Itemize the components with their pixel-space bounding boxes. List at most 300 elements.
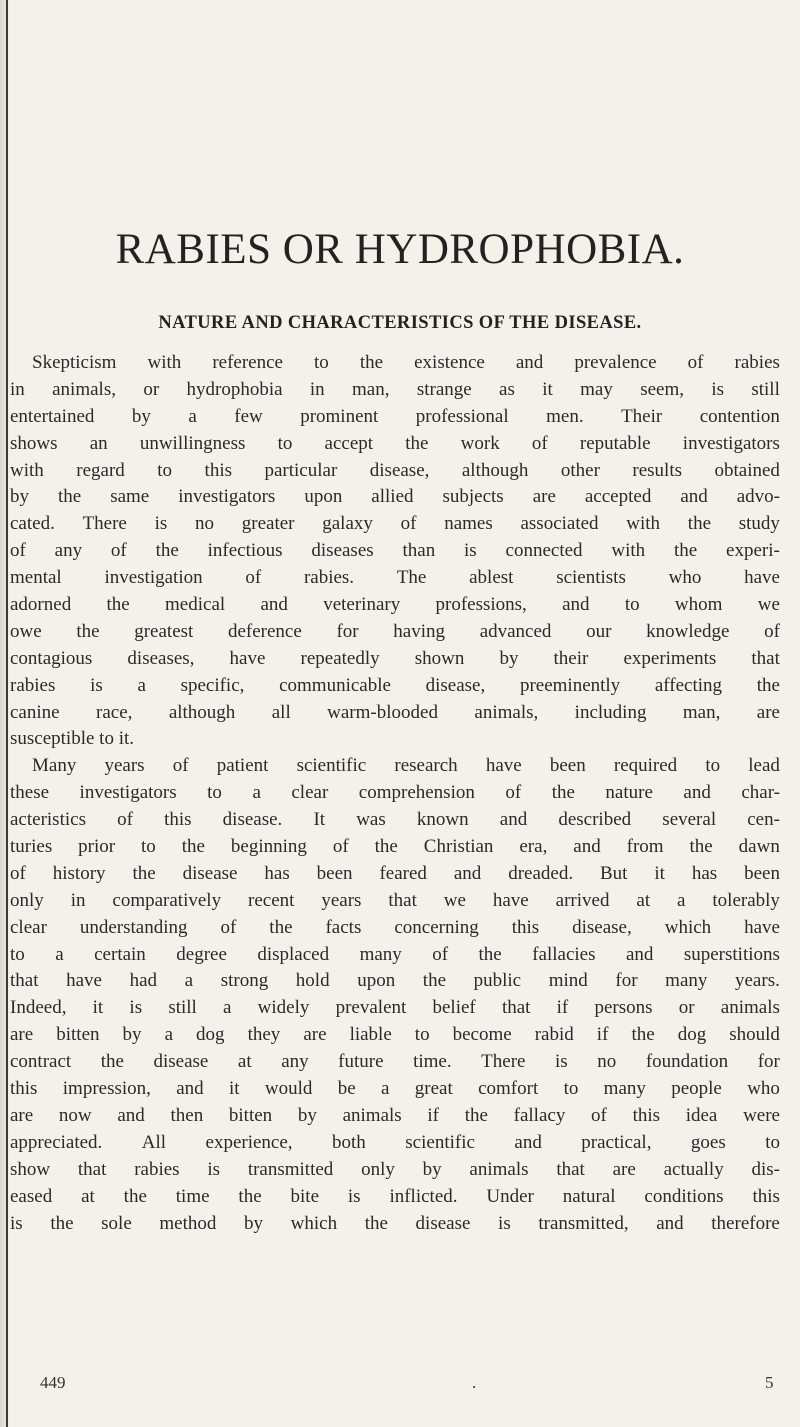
word: for [336, 620, 359, 642]
word: deference [227, 620, 302, 642]
word: widely [257, 997, 310, 1019]
word: is [129, 997, 143, 1019]
text-line [10, 780, 780, 807]
word: to [207, 782, 222, 804]
word: investigators [682, 432, 780, 454]
word: including [574, 701, 647, 723]
word: associated [520, 513, 599, 535]
word: actually [663, 1158, 724, 1180]
word: and [499, 809, 528, 831]
word: men. [546, 405, 584, 427]
word: that [501, 997, 531, 1019]
word: and [683, 782, 711, 804]
word: advo- [736, 486, 780, 508]
word: experi- [726, 540, 780, 562]
word: that [556, 1158, 585, 1180]
page-number: 449 [40, 1373, 66, 1392]
word: from [626, 836, 664, 858]
text-line [10, 861, 780, 888]
word: that [751, 647, 780, 669]
word: only [361, 1158, 395, 1180]
word: are [532, 486, 556, 508]
word: are [10, 1104, 34, 1126]
word: have [229, 647, 266, 669]
word: this [164, 809, 192, 831]
word: the [359, 352, 384, 373]
word: it [229, 1078, 240, 1100]
word: been [744, 862, 780, 884]
word: reference [212, 352, 283, 373]
word: communicable [279, 674, 391, 696]
word: comprehension [358, 782, 475, 804]
word: have [66, 970, 102, 992]
text-line [10, 1076, 780, 1103]
word: their [553, 647, 589, 669]
word: still [168, 997, 197, 1019]
word: clear [10, 916, 47, 938]
text-line [10, 646, 780, 673]
word: dog [196, 1024, 225, 1046]
word: they [247, 1024, 281, 1046]
word: this [511, 916, 540, 938]
word: to [705, 755, 721, 777]
word: it [542, 378, 553, 400]
text-line [10, 431, 780, 458]
word: are [10, 1024, 34, 1046]
word: become [452, 1024, 512, 1046]
word: results [632, 459, 682, 481]
word: would [264, 1078, 313, 1100]
word: diseases [311, 540, 374, 562]
binding-edge-line [6, 0, 8, 1427]
word: by [131, 405, 151, 427]
word: are [612, 1158, 636, 1180]
word: mental [10, 567, 62, 589]
word: the [464, 1104, 488, 1126]
word: shown [414, 647, 465, 669]
word: allied [371, 486, 414, 508]
word: these [10, 782, 50, 804]
word: of [687, 352, 704, 373]
text-line [10, 1103, 780, 1130]
word: in [10, 378, 25, 400]
text-line [10, 673, 780, 700]
text-line [10, 1130, 780, 1157]
word: transmitted, [538, 1212, 629, 1234]
word: if [427, 1104, 440, 1126]
word: been [316, 862, 353, 884]
word: shows [10, 432, 58, 454]
word: reputable [579, 432, 651, 454]
word: prominent [300, 405, 379, 427]
word: prevalence [574, 352, 657, 373]
word: which [290, 1212, 338, 1234]
word: seem, [640, 378, 684, 400]
word: and [117, 1104, 145, 1126]
word: having [393, 620, 446, 642]
word: show [10, 1158, 51, 1180]
word: dawn [738, 836, 780, 858]
word: to [277, 432, 293, 454]
word: disease [182, 862, 238, 884]
word: eased [10, 1185, 53, 1207]
text-line [10, 404, 780, 431]
word: a [252, 782, 261, 804]
word: to [157, 459, 173, 481]
word: man, [352, 378, 390, 400]
word: the [123, 1185, 147, 1207]
word: the [106, 594, 130, 616]
word: which [664, 916, 712, 938]
word: of [172, 755, 189, 777]
word: rabies [734, 352, 780, 373]
word: advanced [479, 620, 552, 642]
text-line [10, 1049, 780, 1076]
word: patient [216, 755, 269, 777]
word: specific, [180, 674, 245, 696]
word: of [505, 782, 522, 804]
word: facts [325, 916, 362, 938]
text-line [10, 753, 780, 780]
word: who [747, 1078, 780, 1100]
word: the [50, 1212, 74, 1234]
word: are [756, 701, 780, 723]
word: fallacies [532, 943, 596, 965]
word: although [168, 701, 236, 723]
word: clear [291, 782, 329, 804]
word: the [132, 862, 156, 884]
word: for [615, 970, 638, 992]
word: now [58, 1104, 92, 1126]
text-line [10, 1022, 780, 1049]
word: to [10, 943, 25, 965]
word: for [757, 1051, 780, 1073]
word: same [110, 486, 150, 508]
word: should [729, 1024, 780, 1046]
word: transmitted [247, 1158, 334, 1180]
word: although [461, 459, 529, 481]
word: the [687, 513, 712, 535]
word: we [443, 889, 466, 911]
word: displaced [257, 943, 330, 965]
word: required [613, 755, 678, 777]
word: turies [10, 836, 53, 858]
word: are [303, 1024, 327, 1046]
word: fallacy [513, 1104, 566, 1126]
word: of [245, 567, 262, 589]
word: in [70, 889, 86, 911]
word: rabid [534, 1024, 574, 1046]
word: both [332, 1131, 366, 1153]
word: investigation [104, 567, 203, 589]
word: persons [594, 997, 653, 1019]
word: a [677, 889, 686, 911]
signature-mark: . [472, 1373, 477, 1392]
word: of [332, 836, 349, 858]
word: have [744, 916, 780, 938]
word: this [10, 1078, 38, 1100]
word: we [757, 594, 780, 616]
word: to [563, 1078, 579, 1100]
word: liable [349, 1024, 392, 1046]
word: is [10, 1212, 23, 1234]
word: regard [76, 459, 125, 481]
word: strong [220, 970, 269, 992]
text-line [10, 915, 780, 942]
word: the [422, 970, 447, 992]
word: beginning [230, 836, 307, 858]
word: hold [295, 970, 330, 992]
word: by [122, 1024, 142, 1046]
word: contention [699, 405, 780, 427]
word: bite [290, 1185, 320, 1207]
word: warm-blooded [327, 701, 438, 723]
word: then [170, 1104, 204, 1126]
word: entertained [10, 405, 95, 427]
word: impression, [62, 1078, 151, 1100]
word: ablest [469, 567, 514, 589]
word: scientific [296, 755, 367, 777]
word: race, [96, 701, 133, 723]
text-line [10, 995, 780, 1022]
word: existence [414, 352, 485, 373]
body-text [10, 350, 780, 1237]
word: goes [690, 1131, 726, 1153]
word: years [104, 755, 145, 777]
word: to [765, 1131, 780, 1153]
word: preeminently [519, 674, 621, 696]
word: and [515, 352, 544, 373]
word: and [656, 1212, 684, 1234]
word: is [207, 1158, 221, 1180]
word: no [195, 513, 215, 535]
word: other [560, 459, 600, 481]
text-line [10, 1157, 780, 1184]
word: several [662, 809, 717, 831]
text-line [10, 834, 780, 861]
word: char- [741, 782, 780, 804]
word: The [396, 567, 427, 589]
word: the [100, 1051, 124, 1073]
word: time [175, 1185, 210, 1207]
word: disease [415, 1212, 471, 1234]
word: method [159, 1212, 217, 1234]
word: or [678, 997, 695, 1019]
page-title: RABIES OR HYDROPHOBIA. [115, 226, 685, 273]
word: who [668, 567, 702, 589]
text-line [10, 1184, 780, 1211]
word: is [347, 1185, 361, 1207]
word: greater [241, 513, 295, 535]
word: diseases, [127, 647, 195, 669]
word: and [260, 594, 288, 616]
word: nature [605, 782, 653, 804]
word: rabies [10, 674, 56, 696]
word: an [89, 432, 108, 454]
word: rabies [134, 1158, 180, 1180]
word: been [549, 755, 586, 777]
word: natural [562, 1185, 616, 1207]
word: repeatedly [300, 647, 380, 669]
word: future [338, 1051, 384, 1073]
word: knowledge [646, 620, 730, 642]
word: time. [413, 1051, 452, 1073]
word: therefore [711, 1212, 780, 1234]
word: was [356, 809, 386, 831]
word: names [444, 513, 493, 535]
text-line [10, 484, 780, 511]
text-line [10, 968, 780, 995]
word: lead [748, 755, 780, 777]
word: era, [519, 836, 548, 858]
word: a [164, 1024, 174, 1046]
word: many [603, 1078, 646, 1100]
word: work [460, 432, 500, 454]
word: belief [432, 997, 476, 1019]
word: has [264, 862, 290, 884]
word: people [671, 1078, 722, 1100]
word: recent [248, 889, 295, 911]
word: by [422, 1158, 442, 1180]
word: by [499, 647, 519, 669]
word: at [237, 1051, 252, 1073]
word: affecting [654, 674, 723, 696]
word: had [129, 970, 158, 992]
word: many [665, 970, 708, 992]
word: a [381, 1078, 390, 1100]
word: at [81, 1185, 95, 1207]
text-line [10, 377, 780, 404]
word: still [751, 378, 780, 400]
word: upon [304, 486, 343, 508]
word: disease [153, 1051, 209, 1073]
word: described [558, 809, 632, 831]
word: Under [486, 1185, 534, 1207]
word: understanding [79, 916, 188, 938]
word: certain [94, 943, 146, 965]
word: disease, [572, 916, 632, 938]
word: acteristics [10, 809, 86, 831]
word: superstitions [683, 943, 780, 965]
word: is [464, 540, 477, 562]
word: a [223, 997, 232, 1019]
word: a [184, 970, 194, 992]
word: known [416, 809, 469, 831]
word: is [711, 378, 725, 400]
word: few [234, 405, 263, 427]
word: degree [176, 943, 227, 965]
word: animals, [52, 378, 116, 400]
word: it [654, 862, 665, 884]
word: a [188, 405, 197, 427]
word: with [611, 540, 646, 562]
word: to [314, 352, 329, 373]
word: only [10, 889, 44, 911]
word: have [492, 889, 529, 911]
word: owe [10, 620, 42, 642]
word: of [764, 620, 780, 642]
word: Many [32, 755, 77, 777]
word: animals [469, 1158, 529, 1180]
word: investigators [178, 486, 276, 508]
word: prior [78, 836, 116, 858]
word: the [478, 943, 502, 965]
word: the [269, 916, 293, 938]
word: experiments [623, 647, 717, 669]
word: the [238, 1185, 262, 1207]
word: obtained [714, 459, 780, 481]
text-line [10, 619, 780, 646]
word: There [481, 1051, 526, 1073]
word: in [309, 378, 325, 400]
word: is [555, 1051, 568, 1073]
word: have [485, 755, 522, 777]
word: galaxy [322, 513, 373, 535]
word: conditions [644, 1185, 724, 1207]
word: the [551, 782, 575, 804]
text-line: susceptible to it. [10, 728, 135, 750]
word: disease. [222, 809, 283, 831]
word: research [394, 755, 458, 777]
word: to [141, 836, 156, 858]
word: many [359, 943, 402, 965]
word: and [453, 862, 482, 884]
word: feared [379, 862, 427, 884]
word: the [364, 1212, 388, 1234]
word: as [499, 378, 515, 400]
word: particular [264, 459, 338, 481]
word: disease, [425, 674, 486, 696]
word: that [10, 970, 39, 992]
word: accepted [584, 486, 652, 508]
word: any [54, 540, 83, 562]
word: animals [342, 1104, 402, 1126]
word: contract [10, 1051, 72, 1073]
word: to [624, 594, 640, 616]
word: the [756, 674, 780, 696]
word: investigators [79, 782, 177, 804]
word: comparatively [112, 889, 222, 911]
word: and [514, 1131, 542, 1153]
word: study [738, 513, 780, 535]
word: professional [415, 405, 509, 427]
word: It [313, 809, 326, 831]
word: is [498, 1212, 511, 1234]
word: whom [674, 594, 723, 616]
word: rabies. [303, 567, 355, 589]
text-line [10, 700, 780, 727]
word: the [405, 432, 429, 454]
word: connected [505, 540, 583, 562]
word: of [10, 540, 26, 562]
word: and [680, 486, 708, 508]
word: contagious [10, 647, 93, 669]
word: has [691, 862, 718, 884]
word: public [473, 970, 522, 992]
word: the [181, 836, 205, 858]
word: infectious [207, 540, 283, 562]
text-line [10, 592, 780, 619]
word: unwillingness [139, 432, 246, 454]
word: by [10, 486, 29, 508]
word: that [388, 889, 417, 911]
word: our [586, 620, 612, 642]
text-line [10, 458, 780, 485]
word: Skepticism [32, 352, 117, 373]
text-line [10, 807, 780, 834]
word: of [110, 540, 127, 562]
word: this [204, 459, 232, 481]
